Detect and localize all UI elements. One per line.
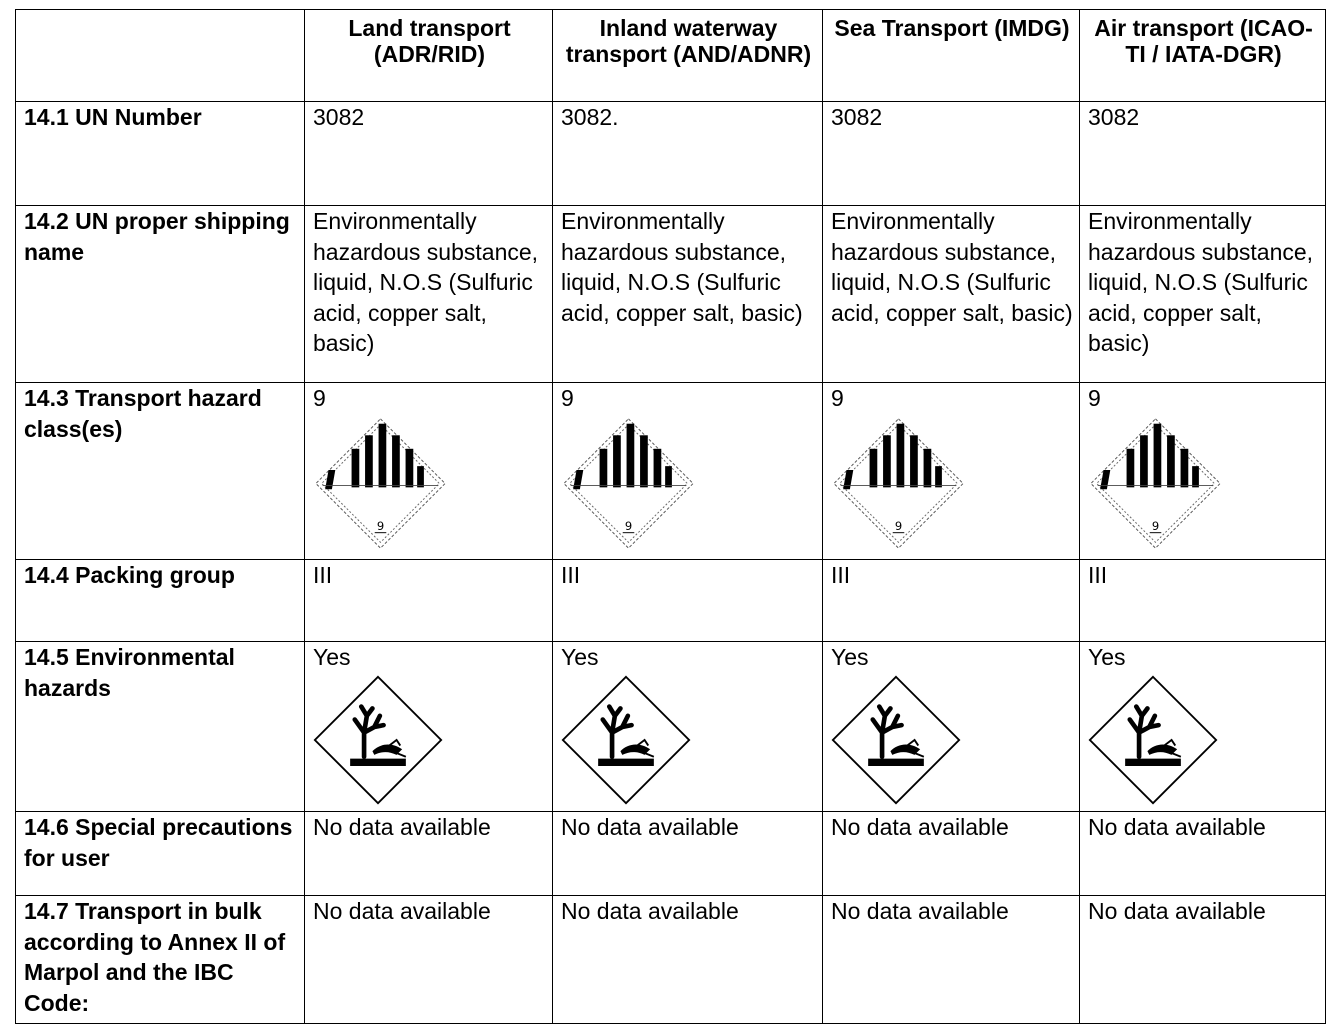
cell-land: No data available — [305, 812, 553, 896]
column-header-sea: Sea Transport (IMDG) — [823, 10, 1080, 102]
class-9-hazard-label-icon — [313, 416, 448, 551]
cell-air: No data available — [1080, 812, 1326, 896]
row-label: 14.7 Transport in bulk according to Annex II of Marpol and the IBC Code: — [16, 896, 305, 1024]
transport-information-table — [15, 9, 1326, 1024]
cell-air: Environmentally hazardous substance, liquid, N.O.S (Sulfuric acid, copper salt, basic) — [1080, 206, 1326, 383]
row-label: 14.3 Transport hazard class(es) — [16, 383, 305, 560]
cell-sea: 3082 — [823, 102, 1080, 206]
cell-air: III — [1080, 560, 1326, 642]
cell-inland-waterway — [553, 383, 823, 560]
table-row-special-precautions — [16, 812, 1326, 896]
cell-sea — [823, 383, 1080, 560]
environmental-hazard-icon — [561, 675, 691, 805]
cell-land — [305, 383, 553, 560]
hazard-class-value: 9 — [831, 385, 844, 411]
cell-inland-waterway: III — [553, 560, 823, 642]
environmental-value: Yes — [831, 644, 869, 670]
environmental-value: Yes — [561, 644, 599, 670]
row-label: 14.2 UN proper shipping name — [16, 206, 305, 383]
cell-land: 3082 — [305, 102, 553, 206]
cell-sea: III — [823, 560, 1080, 642]
cell-sea: Environmentally hazardous substance, liquid, N.O.S (Sulfuric acid, copper salt, basic) — [823, 206, 1080, 383]
cell-air: No data available — [1080, 896, 1326, 1024]
table-row-environmental-hazards — [16, 642, 1326, 812]
cell-sea — [823, 642, 1080, 812]
table-row-un-number — [16, 102, 1326, 206]
table-row-bulk-transport — [16, 896, 1326, 1024]
hazard-class-value: 9 — [1088, 385, 1101, 411]
cell-inland-waterway: Environmentally hazardous substance, liquid, N.O.S (Sulfuric acid, copper salt, basic) — [553, 206, 823, 383]
corner-cell — [16, 10, 305, 102]
row-label: 14.5 Environmental hazards — [16, 642, 305, 812]
class-9-hazard-label-icon — [831, 416, 966, 551]
cell-sea: No data available — [823, 812, 1080, 896]
class-9-hazard-label-icon — [561, 416, 696, 551]
environmental-value: Yes — [313, 644, 351, 670]
row-label: 14.4 Packing group — [16, 560, 305, 642]
column-header-inland-waterway: Inland waterway transport (AND/ADNR) — [553, 10, 823, 102]
row-label: 14.1 UN Number — [16, 102, 305, 206]
environmental-value: Yes — [1088, 644, 1126, 670]
column-header-air: Air transport (ICAO-TI / IATA-DGR) — [1080, 10, 1326, 102]
class-9-hazard-label-icon — [1088, 416, 1223, 551]
cell-land: Environmentally hazardous substance, liquid, N.O.S (Sulfuric acid, copper salt, basic) — [305, 206, 553, 383]
column-header-land: Land transport (ADR/RID) — [305, 10, 553, 102]
table-row-packing-group — [16, 560, 1326, 642]
table-row-shipping-name — [16, 206, 1326, 383]
environmental-hazard-icon — [1088, 675, 1218, 805]
cell-inland-waterway: 3082. — [553, 102, 823, 206]
header-row — [16, 10, 1326, 102]
row-label: 14.6 Special precautions for user — [16, 812, 305, 896]
cell-inland-waterway: No data available — [553, 812, 823, 896]
environmental-hazard-icon — [313, 675, 443, 805]
cell-air: 3082 — [1080, 102, 1326, 206]
cell-air — [1080, 642, 1326, 812]
cell-inland-waterway: No data available — [553, 896, 823, 1024]
cell-air — [1080, 383, 1326, 560]
cell-land: No data available — [305, 896, 553, 1024]
cell-land: III — [305, 560, 553, 642]
hazard-class-value: 9 — [561, 385, 574, 411]
table-row-hazard-class — [16, 383, 1326, 560]
cell-sea: No data available — [823, 896, 1080, 1024]
cell-land — [305, 642, 553, 812]
hazard-class-value: 9 — [313, 385, 326, 411]
cell-inland-waterway — [553, 642, 823, 812]
environmental-hazard-icon — [831, 675, 961, 805]
